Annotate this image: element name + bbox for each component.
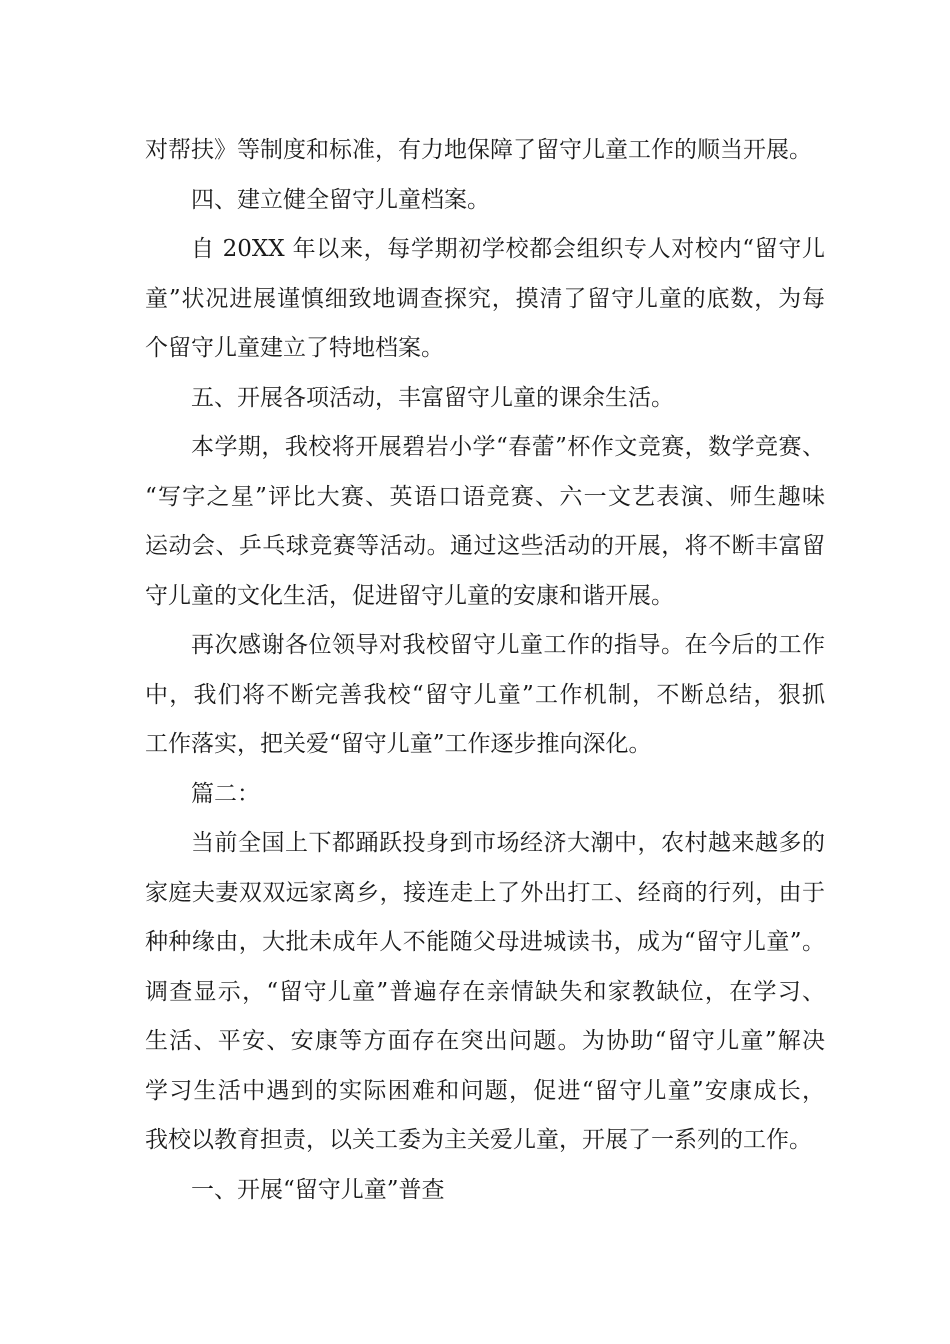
text-line: 四、建立健全留守儿童档案。 — [191, 186, 490, 213]
text-line: 当前全国上下都踊跃投身到市场经济大潮中，农村越来越多的 — [191, 830, 825, 856]
text-line: 一、开展“留守儿童”普查 — [191, 1176, 445, 1203]
text-line: 再次感谢各位领导对我校留守儿童工作的指导。在今后的工作 — [191, 632, 825, 658]
text-line: 守儿童的文化生活，促进留守儿童的安康和谐开展。 — [145, 582, 674, 609]
text-line: 个留守儿童建立了特地档案。 — [145, 335, 444, 361]
text-line: “写字之星”评比大赛、英语口语竞赛、六一文艺表演、师生趣味 — [145, 483, 825, 510]
text-line: 种种缘由，大批未成年人不能随父母进城读书，成为“留守儿童”。 — [145, 929, 825, 955]
text-line: 童”状况进展谨慎细致地调查探究，摸清了留守儿童的底数，为每 — [145, 285, 825, 312]
text-line: 学习生活中遇到的实际困难和问题，促进“留守儿童”安康成长， — [145, 1077, 825, 1104]
text-line: 篇二： — [191, 780, 260, 807]
document-body — [145, 126, 825, 1215]
text-line: 生活、平安、安康等方面存在突出问题。为协助“留守儿童”解决 — [145, 1028, 825, 1054]
text-line: 我校以教育担责，以关工委为主关爱儿童，开展了一系列的工作。 — [145, 1127, 812, 1153]
text-line: 工作落实，把关爱“留守儿童”工作逐步推向深化。 — [145, 731, 652, 757]
text-line: 中，我们将不断完善我校“留守儿童”工作机制，不断总结，狠抓 — [145, 681, 825, 708]
text-line: 对帮扶》等制度和标准，有力地保障了留守儿童工作的顺当开展。 — [145, 137, 812, 163]
text-line: 本学期，我校将开展碧岩小学“春蕾”杯作文竞赛，数学竞赛、 — [191, 434, 825, 460]
text-line: 家庭夫妻双双远家离乡，接连走上了外出打工、经商的行列，由于 — [145, 879, 825, 906]
text-line: 调查显示，“留守儿童”普遍存在亲情缺失和家教缺位，在学习、 — [145, 978, 825, 1005]
text-line: 五、开展各项活动，丰富留守儿童的课余生活。 — [191, 384, 674, 411]
text-line: 自 20XX 年以来，每学期初学校都会组织专人对校内“留守儿 — [191, 236, 825, 262]
text-line: 运动会、乒乓球竞赛等活动。通过这些活动的开展，将不断丰富留 — [145, 533, 825, 559]
